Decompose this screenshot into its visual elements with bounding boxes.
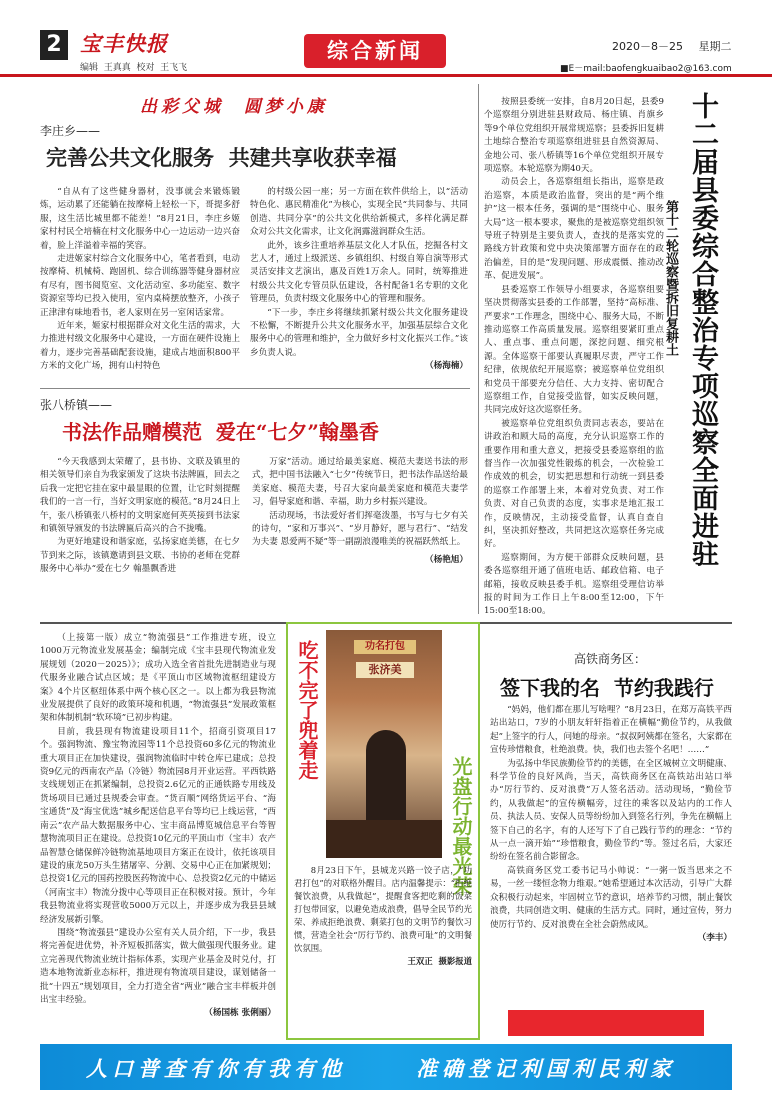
section-banner [304,34,446,68]
date-text: 2020－8－25 [612,40,683,53]
article5-slogan-box [508,1010,704,1036]
article5-body [490,704,732,1010]
article4-paragraph: （上接第一版）成立“物流强县”工作推进专班，设立1000万元物流业发展基金；编制完成《宝丰县现代物流业发展规划（2020－2025）》；成功入选全省首批先进制造业与现代服务业融合试点区域；是《平顶山市区域物流枢纽建设方案》4个片区枢纽体系中两个核心区之一。以上都为我县物流业发展提供了良好的政策环境和机遇，“物流强县”发展政策框架和体制机制“软环境”已初步构建。 [40,633,276,724]
article4-byline: （杨国栋 张俐丽） [204,1008,276,1019]
article5-byline: （李丰） [697,932,732,943]
article2-byline: （杨艳旭） [425,554,468,565]
article5-paragraph: 为弘扬中华民族勤俭节约的美德，在全区城树立文明健康、科学节俭的良好风尚，当天，高铁商务区在高铁站出站口举办“厉行节约、反对浪费”万人签名活动。活动现场，“勤俭节约，从我做起”的宣传横幅旁，过往的乘客以及站内的工作人员、执法人员、安保人员等纷纷加入到签名行列，争先在横幅上签下自己的名字，有的人还写下了自己践行节约的理念：“节约从一点一滴开始”“珍惜粮食，勤俭节约”等。签过名后，大家还纷纷在签名前合影留念。 [490,758,732,863]
article5-paragraph: 高铁商务区党工委书记马小帅说：“一粥一饭当思来之不易，一丝一缕恒念物力维艰。”她希望通过本次活动，引导广大群众积极行动起来，牢固树立节约意识，培养节约习惯，制止餐饮浪费，共同创造文明、健康的生活方式。同时，通过宣传，努力使厉行节约、反对浪费在全社会蔚然成风。 [490,865,732,930]
email-line: ■E－mail:baofengkuaibao2@163.com [560,64,732,74]
article2-town: 张八桥镇—— [40,398,113,412]
article1-paragraph: 此外，该乡注重培养基层文化人才队伍，挖掘各村文艺人才，通过上级派送、乡镇组织、村级自筹自演等形式灵活安排文艺演出，惠及百姓1万余人。同时，统筹推进村级公共文化专管员队伍建设，各村配备1名专职的文化管理员，负责村级文化服务中心的管理和服务。 [250,240,468,305]
article2-column-1 [40,456,240,616]
article3-vertical-title: 十二届县委综合整治专项巡察全面进驻 [687,92,718,568]
photo-credit: 王双正 摄影报道 [407,956,472,966]
article4-paragraph: 目前，我县现有物流建设项目11个，招商引资项目17个。强润物流、豫宝物流园等11个总投资60多亿元的物流业重大项目正在加快建设，强润物流临时中转仓库已建成；总投资9亿元的西南农产品（冷链）物流园8月开业运营。平西铁路支线规划正在抓紧编制，总投资2.6亿元的正通铁路专用线及货场项目已通过县规委会审查。“货百顺”网络货运平台、“海宝通货”及“海宝优选”城乡配送信息平台等均已上线运营，“西南云”农产品大数据服务中心、宝丰商品博览城信息平台等智慧物流项目正在建设。总投资10亿元的平顶山市（宝丰）农产品智慧仓储保鲜冷链物流基地项目方案正在设计，依托该项目建设的康龙50万头生猪屠宰、分割、交易中心正在加紧规划；总投资1亿元的国药控股医药物流中心、总投资2亿元的中储运（河南宝丰）物流分拨中心等项目正在积极对接。预计，今年我县物流业将实现营收5000万元以上，并逐步成为我县县域经济发展新引擎。 [40,726,276,925]
article3-paragraph: 按照县委统一安排，自8月20日起，县委9个巡察组分别进驻县财政局、杨庄镇、肖旗乡等9个单位党组织开展常规巡察；县委拆旧复耕土地综合整治专项巡察组进驻县自然资源局、金地公司、张八桥镇等16个单位党组织开展专项巡察。本轮巡察为期40天。 [484,97,664,175]
article1-paragraph: 近年来，姬家村根据群众对文化生活的需求，大力推进村级文化服务中心建设，一方面在硬件设施上着力，逐步完善基础配套设施，建成占地面积800平方米的文化广场，拥有山村特色 [40,321,240,372]
photo-image [326,630,442,858]
footer-banner [40,1044,732,1090]
footer-slogan-left: 人口普查有你有我有他 [86,1057,346,1081]
photo-caption: 8月23日下午，县城龙兴路一饺子店，“功君打包”的对联格外醒目。店内温馨提示：“拒绝餐饮浪费，从我做起”，提醒食客把吃剩的饭菜打包带回家，以避免造成浪费，倡导全民节约光荣、养成拒绝浪费、剩菜打包的文明节约餐饮习惯，营造全社会“厉行节约、浪费可耻”的文明餐饮氛围。 [294,865,472,953]
article2-column-2 [252,456,468,616]
article1-paragraph: 走进姬家村综合文化服务中心，笔者看到，电动按摩椅、机械椅、跑固机、综合训练器等健身器材应有尽有，图书阅览室、文化活动室、多功能室、数字资源室等均已投入使用，室内桌椅摆放整齐，小孩子正津津有味地看书，老人家则在另一室闲话家常。 [40,254,240,318]
footer-slogan-right: 准确登记利国利民利家 [416,1057,676,1081]
divider [478,84,479,614]
article1-paragraph: “自从有了这些健身器材，没事就会来锻炼锻炼，运动累了还能躺在按摩椅上轻松一下，哥提多舒服，这生活比城里都不能差！”8月21日，李庄乡姬家村村民仝培楠在村文化服务中心一边运动一边兴奋着，脸上洋溢着幸福的笑容。 [40,187,240,251]
article2-paragraph: 活动现场，书法爱好者们挥毫泼墨，书写与七夕有关的诗句，“家和万事兴”、“岁月静好，愿与君行”、“结发为夫妻 恩爱两不疑”等一副副浪漫唯美的祝福跃然纸上。 [252,510,468,548]
article3-body [484,96,664,616]
article1-column-1 [40,186,240,376]
section-title: 综合新闻 [327,39,423,63]
page-number-box [40,30,68,60]
page-number: 2 [46,32,62,57]
header-rule [0,74,772,77]
article5-town: 高铁商务区： [574,652,647,666]
article3-paragraph: 巡察期间，为方便干部群众反映问题，县委各巡察组开通了值班电话、邮政信箱、电子邮箱，接收反映县委手机。巡察组受理信访举报的时间为工作日上午8:00至12:00，下午15:00至18:00。 [484,552,664,616]
issue-date [612,38,732,54]
editor-line: 编辑 王真真 校对 王飞飞 [80,63,188,73]
article5-paragraph: “妈妈，他们都在那儿写啥哩？”8月23日，在郑万高铁平西站出站口，7岁的小朋友轩轩指着正在横幅“勤俭节约，从我做起”上签字的行人，问她的母亲。“叔叔阿姨都在签名，大家都在宣传珍惜粮食，杜绝浪费。快，我们也去签个名吧！……” [490,705,732,756]
article3-vertical-subtitle: 第十二轮巡察暨拆旧复耕土 [663,200,678,356]
article5-title: 签下我的名 节约我践行 [500,676,714,700]
article1-column-2 [250,186,468,376]
article1-byline: （杨海楠） [425,361,468,372]
article4-paragraph: 围绕“物流强县”建设办公室有关人员介绍，下一步，我县将完善促进优势，补齐短板抓落实，做大做强现代服务业。建立完善现代物流业统计指标体系，实现产业基金及时兑付，打造本地物流新业态标杆，推进现有物流项目建设，谋划储备一批“十四五”规划项目，全力打造全省“两业”融合宝丰样板并创出宝丰经验。 [40,927,276,1005]
article1-paragraph: “下一步，李庄乡将继续抓紧村级公共文化服务建设不松懈，不断提升公共文化服务水平，加强基层综合文化服务中心的管理和维护，全力做好乡村文化振兴工作。”该乡负责人说。 [250,307,468,358]
article3-paragraph: 动员会上，各巡察组组长指出，巡察是政治巡察，本质是政治监督，突出的是“两个维护”这一根本任务，强调的是“围绕中心、服务大局”这一根本要求，聚焦的是被巡察党组织领导班子特别是主要负责人，查找的是落实党的路线方针政策和党中央决策部署方面存在的政治偏差，目的是“发现问题、形成震慑、推动改革、促进发展”。 [484,177,664,282]
column-banner: 出彩父城 圆梦小康 [140,97,328,117]
weekday-text: 星期二 [698,40,732,53]
page-header [0,0,772,80]
photo-sign-mid: 张济美 [356,662,414,678]
photo-sign-top: 功名打包 [354,640,416,654]
photo-left-vertical-text: 吃不完了兜着走 [295,640,319,780]
article2-title: 书法作品赠模范 爱在“七夕”翰墨香 [62,420,379,444]
article2-paragraph: 为更好地建设和谐家庭，弘扬家庭美德，在七夕节到来之际，该镇邀请到县文联、书协的老师在党群服务中心举办“爱在七夕 翰墨飘香进 [40,537,240,575]
article4-body [40,632,276,1036]
photo-right-vertical-text: 光盘行动最光荣 [449,756,473,896]
article1-town: 李庄乡—— [40,124,101,138]
article1-paragraph: 的村级公园一座；另一方面在软件供给上，以“活动特色化、惠民精准化”为核心，实现全民“共同参与、共同创造、共同分享”的公共文化供给新模式，多样化满足群众对公共文化需求，让文化润露滋润群众生活。 [250,187,468,238]
paper-name: 宝丰快报 [80,31,168,56]
photo-caption-box [294,864,472,1034]
article2-paragraph: “今天我感到太荣耀了，县书协、文联及镇里的相关领导们亲自为我家颁发了这块书法牌匾，回去之后我一定把它挂在家中最显眼的位置，让它时刻提醒我们的一言一行，当好文明家庭的模范。”8月24日上午，张八桥镇张八桥村的文明家庭何英英接到书法家和镇领导颁发的书法牌匾后高兴的合不拢嘴。 [40,457,240,535]
article2-paragraph: 万家”活动。通过给最美家庭、模范夫妻送书法的形式，把中国书法融入“七夕”传统节日，把书法作品送给最美家庭、模范夫妻，号召大家向最美家庭和模范夫妻学习，倡导家庭和谐、幸福，助力乡村振兴建设。 [252,457,468,508]
article3-paragraph: 被巡察单位党组织负责同志表态，要站在讲政治和顾大局的高度，充分认识巡察工作的重要作用和重大意义，把接受县委巡察组的监督当作一次加强党性锻炼的机会，一次检验工作成效的机会，切实把思想和行动统一到县委的巡察工作部署上来，本着对党负责、对工作负责、对自己负责的态度，实事求是地汇报工作，反映情况，主动接受监督，认真自查自纠，坚决抓好整改，共同把这次巡察任务完成好。 [484,418,664,550]
article3-paragraph: 县委巡察工作领导小组要求，各巡察组要坚决贯彻落实县委的工作部署，坚持“高标准、严要求”工作理念，围绕中心、服务大局，不断推动巡察工作高质量发展。巡察组要紧盯重点人、重点事、重点问题，深挖问题、细究根源。全体巡察干部要认真履职尽责，严守工作纪律，依规依纪开展巡察；被巡察单位党组织和党员干部要充分信任、大力支持、密切配合巡察组工作，自觉接受监督，如实反映问题，共同完成好这次巡察任务。 [484,284,664,416]
photo-counter [326,820,442,858]
article1-title: 完善公共文化服务 共建共享收获幸福 [46,145,397,170]
divider [40,388,470,389]
